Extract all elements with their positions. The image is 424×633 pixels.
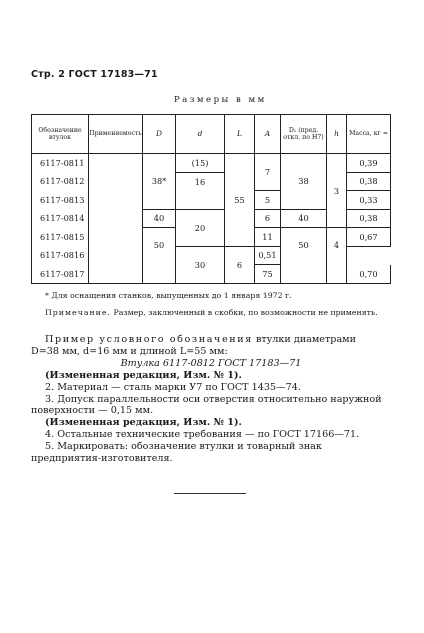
- edition-note-1: (Измененная редакция, Изм. № 1).: [45, 369, 242, 381]
- cell-code: 6117-0813: [32, 191, 89, 210]
- body-text: [31, 334, 391, 465]
- cell-L: 75: [255, 265, 281, 284]
- cell-L: 55: [225, 154, 255, 247]
- table-footnote: * Для оснащения станков, выпущенных до 1 января 1972 г.: [45, 291, 292, 300]
- cell-h: 4: [327, 228, 347, 284]
- col-header-D: D: [143, 115, 176, 154]
- cell-D1: 50: [281, 228, 327, 284]
- cell-D: 40: [143, 209, 176, 228]
- col-header-A: A: [255, 115, 281, 154]
- cell-D: 38*: [143, 154, 176, 210]
- dimensions-table: [31, 114, 391, 284]
- cell-D1: 40: [281, 209, 327, 228]
- cell-A: 5: [255, 191, 281, 210]
- cell-h: 3: [327, 154, 347, 228]
- example-lead: Пример условного обозначения: [45, 334, 253, 345]
- cell-mass: 0,51: [255, 246, 281, 265]
- cell-code: 6117-0814: [32, 209, 89, 228]
- cell-mass: 0,39: [347, 154, 391, 173]
- cell-code: 6117-0816: [32, 246, 89, 265]
- example-paragraph: [31, 334, 391, 346]
- clause-5: 5. Маркировать: обозначение втулки и товарный знак предприятия-изготовителя.: [31, 441, 322, 465]
- col-header-applicability: Применяемость: [89, 115, 143, 154]
- cell-A: 7: [255, 154, 281, 191]
- table-header-row: [32, 115, 391, 154]
- col-header-h: h: [327, 115, 347, 154]
- edition-note-2: (Измененная редакция, Изм. № 1).: [45, 417, 242, 429]
- example-line2: D=38 мм, d=16 мм и длиной L=55 мм:: [31, 345, 228, 357]
- cell-D1: 38: [281, 154, 327, 210]
- cell-A: 6: [255, 209, 281, 228]
- cell-mass: 0,70: [347, 265, 391, 284]
- col-header-d: d: [176, 115, 225, 154]
- cell-code: 6117-0815: [32, 228, 89, 247]
- cell-A: 6: [225, 246, 255, 283]
- col-header-D1: D₁ (пред. откл. по H7): [281, 115, 327, 154]
- table-caption: Размеры в мм: [174, 95, 267, 105]
- col-header-mass: Масса, кг ≈: [347, 115, 391, 154]
- col-header-designation: Обозначение втулок: [32, 115, 89, 154]
- note-label: Примечание.: [45, 308, 111, 317]
- example-designation: Втулка 6117-0812 ГОСТ 17183—71: [120, 357, 302, 369]
- cell-mass: 0,38: [347, 209, 391, 228]
- cell-code: 6117-0811: [32, 154, 89, 173]
- example-rest: втулки диаметрами: [252, 334, 357, 345]
- cell-code: 6117-0817: [32, 265, 89, 284]
- clause-3: 3. Допуск параллельности оси отверстия относительно наружной поверхности — 0,15 мм.: [31, 393, 382, 417]
- table-row: [32, 154, 391, 173]
- cell-mass: 0,38: [347, 172, 391, 191]
- end-divider: [174, 493, 246, 494]
- cell-A: 11: [255, 228, 281, 247]
- cell-code: 6117-0812: [32, 172, 89, 191]
- cell-mass: 0,33: [347, 191, 391, 210]
- table-note: [31, 307, 391, 318]
- clause-2: 2. Материал — сталь марки У7 по ГОСТ 1435—74.: [45, 381, 301, 393]
- cell-applicability: [89, 154, 143, 284]
- cell-d: 30: [176, 246, 225, 283]
- page-header: Стр. 2 ГОСТ 17183—71: [31, 69, 158, 80]
- cell-d: 16: [176, 172, 225, 209]
- cell-d: 20: [176, 209, 225, 246]
- clause-4: 4. Остальные технические требования — по ГОСТ 17166—71.: [45, 429, 360, 441]
- cell-d: (15): [176, 154, 225, 173]
- cell-mass: 0,67: [347, 228, 391, 247]
- cell-D: 50: [143, 228, 176, 284]
- note-text: Размер, заключенный в скобки, по возможности не применять.: [110, 308, 378, 317]
- col-header-L: L: [225, 115, 255, 154]
